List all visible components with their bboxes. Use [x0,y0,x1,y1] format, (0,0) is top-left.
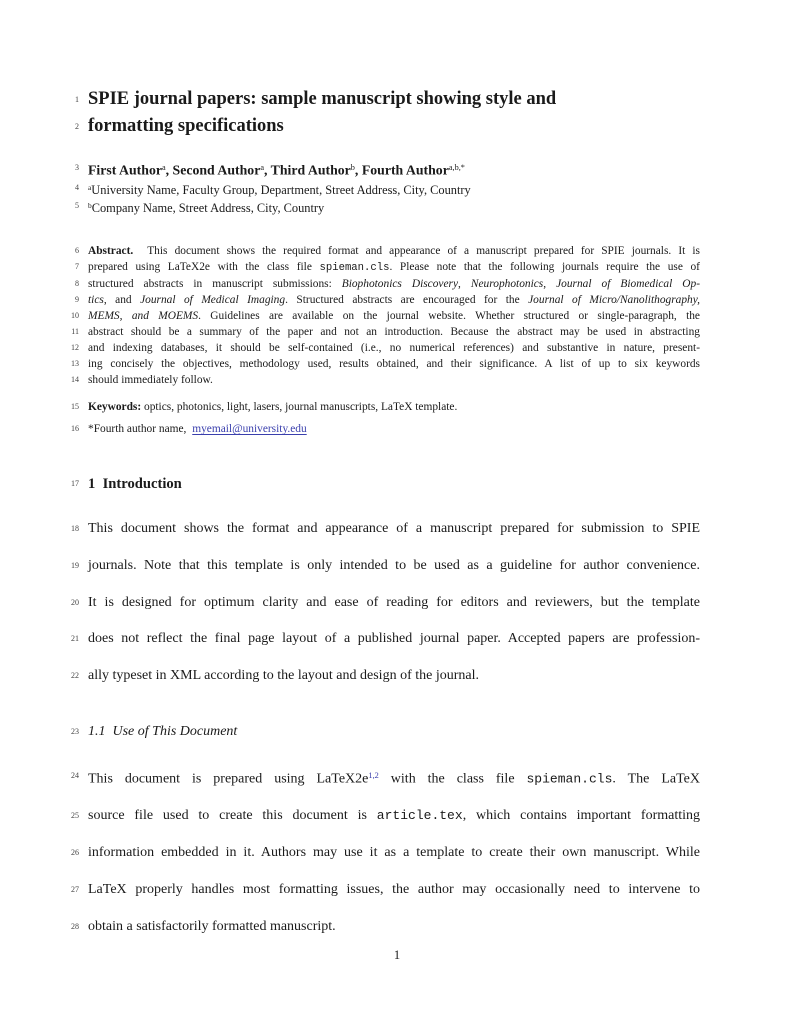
abstract-line [71,340,700,356]
text-segment: b [350,163,355,172]
margin-line-number: 7 [75,262,79,271]
title-line [75,113,700,140]
line-content [88,798,700,835]
text-segment: It is designed for optimum clarity and ease of reading for editors and reviewers, but the template [88,594,700,610]
line-content [88,585,700,622]
margin-line-number: 13 [71,359,79,368]
text-segment: Keywords: [88,401,142,413]
text-segment: structured abstracts in manuscript submissions: [88,278,342,290]
margin-line-number: 26 [71,848,79,858]
keywords-line [71,399,700,415]
text-segment: , [458,278,471,290]
margin-line-number: 25 [71,811,79,821]
abstract-line [75,276,700,292]
line-content [88,421,700,437]
body-line [71,511,700,548]
text-segment: and indexing databases, it should be self-contained (i.e., no numerical references) and substantive in nature, present- [88,342,700,354]
text-segment: , [264,162,271,178]
margin-line-number: 23 [71,727,79,736]
introduction-heading-block [71,474,700,494]
line-content [88,372,700,388]
text-segment: article.tex [376,808,463,824]
text-segment: b [88,200,92,210]
text-segment: 1.1 Use of This Document [88,724,238,739]
text-segment: a [161,163,166,172]
text-segment: This document shows the required format and appearance of a manuscript prepared for SPIE journals. It is [133,245,700,257]
introduction-paragraph-block [71,511,700,695]
text-segment: spieman.cls [526,771,613,787]
abstract-line [71,324,700,340]
text-segment: , [543,278,557,290]
line-content [88,758,700,798]
line-content [88,722,700,742]
abstract-line [75,259,700,276]
subsection-heading [71,722,700,742]
body-line [71,585,700,622]
line-content [88,835,700,872]
text-segment: with the class file [378,771,527,787]
line-content [88,243,700,259]
title-line [75,86,700,113]
text-segment: *Fourth author name, [88,423,190,435]
text-segment: prepared using LaTeX2e with the class file [88,261,320,273]
text-segment: Neurophotonics [470,278,544,290]
abstract-line [71,308,700,324]
text-segment: LaTeX properly handles most formatting issues, the author may occasionally need to intervene to [88,882,700,897]
margin-line-number: 21 [71,634,79,644]
text-segment: does not reflect the final page layout of a published journal paper. Accepted papers are profession- [88,631,700,647]
margin-line-number: 6 [75,246,79,255]
author-footnote-line [71,421,700,437]
text-segment: . The LaTeX [612,771,701,787]
body-line [71,798,701,835]
body-line [71,758,701,798]
line-content [88,548,700,585]
margin-line-number: 27 [71,885,79,894]
text-segment: source file used to create this document is [88,808,377,824]
text-segment: Journal of Biomedical Op- [556,278,700,290]
use-of-document-heading-block [71,722,700,742]
abstract-line [71,372,700,388]
line-content [88,308,700,324]
text-segment: . Guidelines are available on the journal website. Whether structured or single-paragraph, the [198,310,700,322]
text-segment: , [165,162,173,178]
text-segment: journals. Note that this template is only intended to be used as a guideline for author convenience. [88,557,700,573]
margin-line-number: 15 [71,402,79,411]
abstract-block [71,243,700,388]
line-content [88,324,700,340]
affiliation-line [75,198,700,216]
text-segment: Biophotonics Discovery [341,278,459,290]
text-segment: obtain a satisfactorily formatted manuscript. [88,918,336,934]
keywords-block [71,399,700,415]
abstract-line [71,356,700,372]
text-segment: 1 Introduction [88,476,182,492]
citation-link[interactable]: 1,2 [368,771,379,780]
title-block [75,86,700,140]
body-line [71,548,700,585]
line-content [88,292,700,308]
page-number: 1 [393,948,401,962]
margin-line-number: 8 [75,279,79,288]
text-segment: tics [88,294,104,306]
text-segment: University Name, Faculty Group, Department, Street Address, City, Country [91,182,471,197]
text-segment: spieman.cls [319,262,390,274]
line-content [88,658,700,695]
text-segment: , and [103,294,141,306]
text-segment: Abstract. [88,245,134,257]
line-content [88,909,700,946]
authors-line [75,158,700,180]
abstract-line [75,292,700,308]
body-line [71,872,700,909]
text-segment: Fourth Author [361,162,449,178]
text-segment: Second Author [172,162,261,178]
line-content [88,276,700,292]
line-content [88,259,700,276]
body-line [71,658,700,695]
text-segment: . Please note that the following journals require the use of [389,261,700,273]
line-content [88,511,700,548]
margin-line-number: 19 [71,560,79,570]
use-of-document-paragraph-block [71,758,701,946]
margin-line-number: 2 [75,122,79,131]
margin-line-number: 28 [71,921,79,931]
line-content [88,872,700,909]
line-content [88,340,700,356]
margin-line-number: 17 [71,479,79,488]
text-segment: Company Name, Street Address, City, Country [91,200,325,215]
margin-line-number: 11 [71,327,79,336]
body-line [71,835,700,872]
line-content [88,198,700,216]
text-segment: abstract should be a summary of the paper and not an introduction. Because the abstract may be used in abstracting [88,326,700,338]
text-segment: , [354,162,362,178]
line-content [88,356,700,372]
text-segment: Journal of Medical Imaging [140,294,286,306]
text-segment: , which contains important formatting [462,808,701,824]
margin-line-number: 1 [75,95,79,104]
body-line [71,621,700,658]
line-content [88,621,700,658]
authors-block [75,158,700,216]
margin-line-number: 14 [71,375,79,384]
affiliation-line [75,180,700,198]
text-segment: information embedded in it. Authors may use it as a template to create their own manuscript. While [88,845,700,861]
text-segment: Journal of Micro/Nanolithography, [528,294,700,306]
text-segment: This document shows the format and appearance of a manuscript prepared for submission to SPIE [88,521,700,536]
text-segment: a [88,182,92,192]
margin-line-number: 10 [71,311,79,320]
margin-line-number: 24 [71,771,79,780]
text-segment: ally typeset in XML according to the layout and design of the journal. [88,668,479,684]
line-content [88,474,700,494]
body-line [71,909,700,946]
line-content [88,399,700,415]
margin-line-number: 18 [71,524,79,533]
text-segment: SPIE journal papers: sample manuscript showing style and [88,89,557,109]
section-heading [71,474,700,494]
margin-line-number: 5 [75,200,79,210]
line-content [88,180,700,198]
email-link[interactable]: myemail@university.edu [192,423,307,435]
line-content [88,113,700,140]
margin-line-number: 4 [75,182,79,192]
text-segment: Third Author [270,162,351,178]
margin-line-number: 20 [71,597,79,607]
margin-line-number: 9 [75,295,79,304]
text-segment: First Author [88,162,162,178]
margin-line-number: 12 [71,343,79,352]
margin-line-number: 3 [75,163,79,172]
text-segment: This document is prepared using LaTeX2e [88,771,369,787]
text-segment: optics, photonics, light, lasers, journal manuscripts, LaTeX template. [141,401,458,413]
text-segment: a,b,* [448,163,465,172]
text-segment: ing concisely the objectives, methodology used, results obtained, and their significance. A list of up to six keywords [88,358,700,370]
author-footnote-block [71,421,700,437]
text-segment: MEMS, and MOEMS [88,310,199,322]
abstract-line [75,243,700,259]
line-content [88,158,700,180]
text-segment: should immediately follow. [88,374,213,386]
margin-line-number: 16 [71,424,79,433]
margin-line-number: 22 [71,671,79,681]
text-segment: formatting specifications [88,116,284,136]
line-content [88,86,700,113]
text-segment: . Structured abstracts are encouraged for the [285,294,529,306]
text-segment: a [260,163,264,172]
